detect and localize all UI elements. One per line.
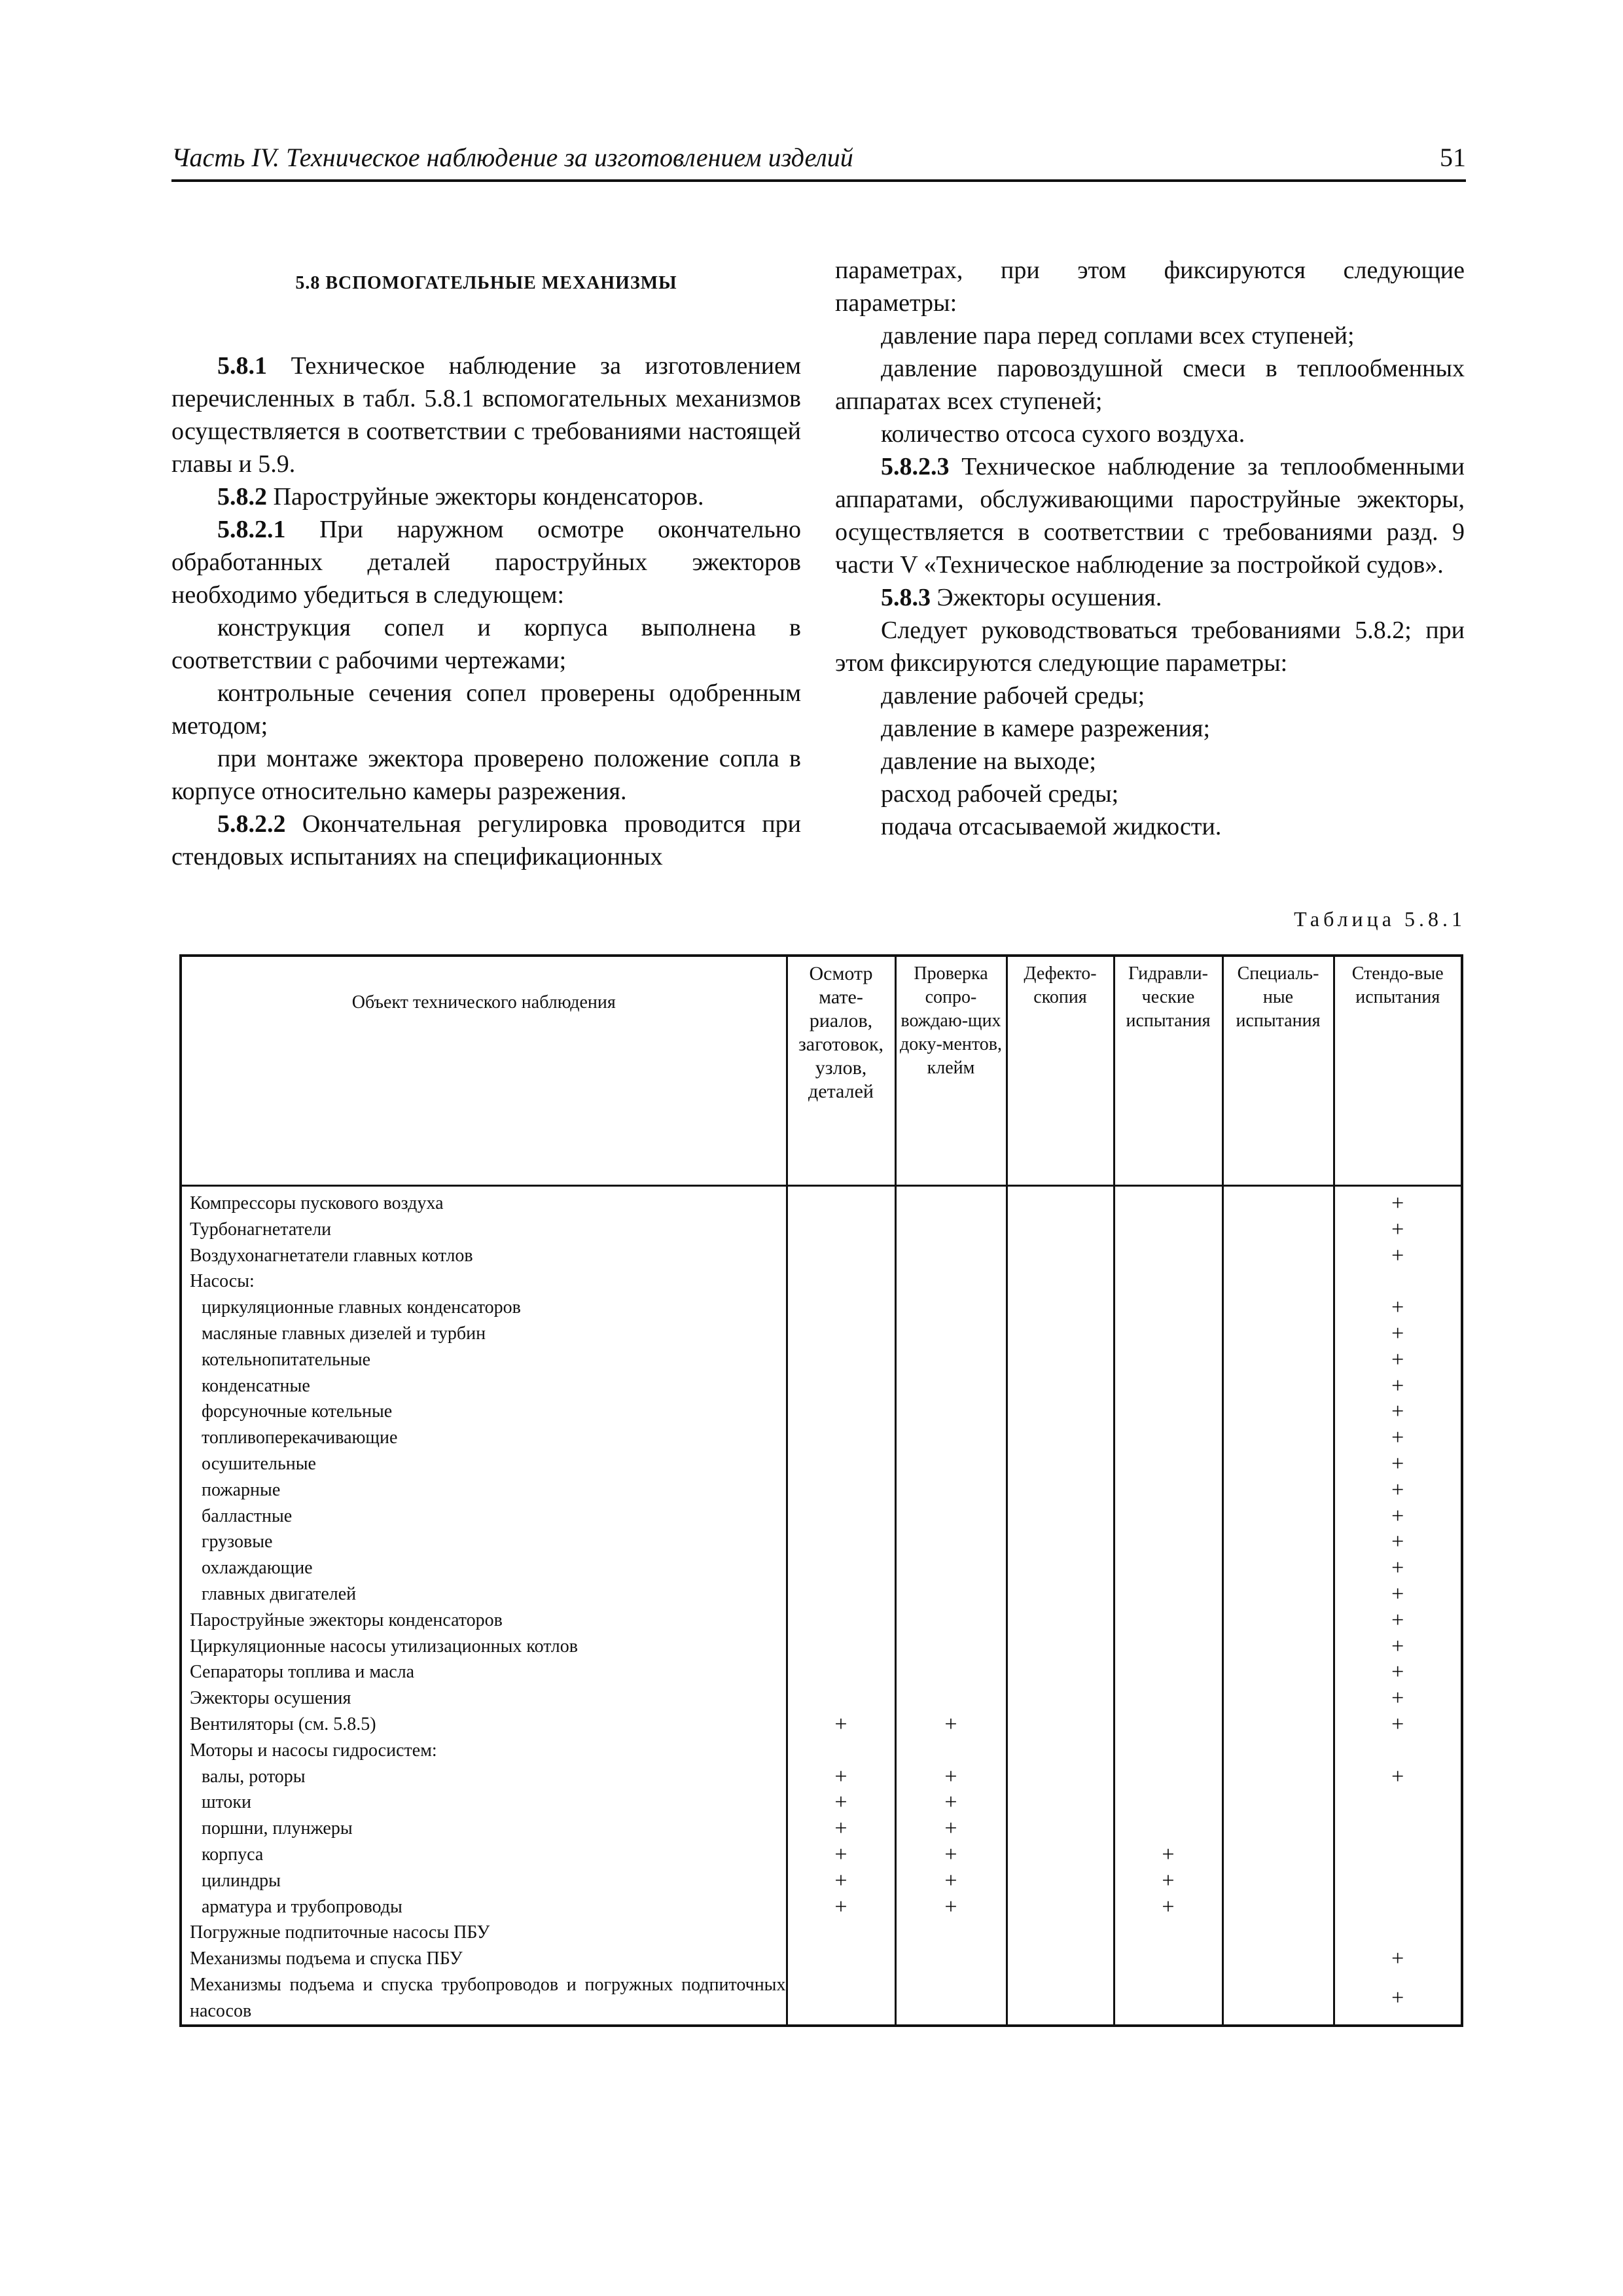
row-mark-c3 xyxy=(1007,1738,1114,1764)
row-mark-c4 xyxy=(1114,1555,1222,1581)
row-mark-c6: + xyxy=(1334,1347,1462,1373)
row-mark-c2: + xyxy=(895,1712,1007,1738)
list-item: при монтаже эжектора проверено положение сопла в корпусе относительно камеры разрежения. xyxy=(171,745,801,805)
row-mark-c4 xyxy=(1114,1399,1222,1425)
row-mark-c5 xyxy=(1222,1607,1334,1634)
row-mark-c6: + xyxy=(1334,1503,1462,1530)
paragraph-text: При наружном осмотре окончательно обработанных деталей пароструйных эжекторов необходимо убедиться в следующем: xyxy=(171,516,801,609)
row-mark-c4 xyxy=(1114,1186,1222,1217)
row-mark-c3 xyxy=(1007,1920,1114,1946)
row-mark-c3 xyxy=(1007,1243,1114,1269)
row-mark-c6 xyxy=(1334,1738,1462,1764)
page-number: 51 xyxy=(1440,143,1466,172)
row-mark-c1 xyxy=(787,1347,895,1373)
row-mark-c5 xyxy=(1222,1894,1334,1920)
row-mark-c6 xyxy=(1334,1894,1462,1920)
table-row xyxy=(181,1477,1462,1503)
row-object-name: Циркуляционные насосы утилизационных котлов xyxy=(181,1634,787,1660)
left-column xyxy=(171,254,801,873)
table-row xyxy=(181,1764,1462,1790)
table-row xyxy=(181,1503,1462,1530)
row-mark-c2: + xyxy=(895,1816,1007,1842)
row-mark-c1 xyxy=(787,1295,895,1321)
row-mark-c5 xyxy=(1222,1789,1334,1816)
paragraph-5-8-1 xyxy=(171,350,801,480)
inspection-table xyxy=(179,954,1463,2027)
row-mark-c4: + xyxy=(1114,1868,1222,1894)
row-mark-c2 xyxy=(895,1659,1007,1685)
row-mark-c2 xyxy=(895,1946,1007,1972)
row-mark-c2: + xyxy=(895,1842,1007,1868)
paragraph-5-8-2 xyxy=(171,480,801,513)
row-mark-c2 xyxy=(895,1477,1007,1503)
row-object-name: валы, роторы xyxy=(181,1764,787,1790)
row-mark-c3 xyxy=(1007,1425,1114,1451)
row-mark-c5 xyxy=(1222,1425,1334,1451)
list-item: давление рабочей среды; xyxy=(881,682,1145,709)
column-header-special: Специаль-ные испытания xyxy=(1222,956,1334,1186)
row-mark-c3 xyxy=(1007,1634,1114,1660)
row-mark-c2 xyxy=(895,1347,1007,1373)
row-mark-c6 xyxy=(1334,1789,1462,1816)
row-mark-c2 xyxy=(895,1373,1007,1399)
row-mark-c6: + xyxy=(1334,1295,1462,1321)
row-mark-c2 xyxy=(895,1425,1007,1451)
list-item: расход рабочей среды; xyxy=(881,780,1119,808)
row-object-name: форсуночные котельные xyxy=(181,1399,787,1425)
row-mark-c4 xyxy=(1114,1789,1222,1816)
row-object-name: Компрессоры пускового воздуха xyxy=(181,1186,787,1217)
paragraph-text: Пароструйные эжекторы конденсаторов. xyxy=(267,483,704,511)
row-mark-c1: + xyxy=(787,1789,895,1816)
list-item: давление в камере разрежения; xyxy=(881,715,1211,742)
row-mark-c3 xyxy=(1007,1529,1114,1555)
row-mark-c3 xyxy=(1007,1217,1114,1243)
row-mark-c4 xyxy=(1114,1764,1222,1790)
row-object-name: корпуса xyxy=(181,1842,787,1868)
running-title: Часть IV. Техническое наблюдение за изготовлением изделий xyxy=(171,143,853,172)
row-mark-c2 xyxy=(895,1607,1007,1634)
clause-number: 5.8.3 xyxy=(881,584,931,611)
row-mark-c1 xyxy=(787,1607,895,1634)
row-object-name: Пароструйные эжекторы конденсаторов xyxy=(181,1607,787,1634)
row-object-name: Сепараторы топлива и масла xyxy=(181,1659,787,1685)
row-mark-c6: + xyxy=(1334,1972,1462,2026)
row-mark-c4 xyxy=(1114,1321,1222,1347)
row-mark-c3 xyxy=(1007,1347,1114,1373)
row-object-name: Механизмы подъема и спуска ПБУ xyxy=(181,1946,787,1972)
table-row xyxy=(181,1946,1462,1972)
row-mark-c5 xyxy=(1222,1347,1334,1373)
table-caption: Таблица 5.8.1 xyxy=(1294,907,1466,931)
column-header-inspection: Осмотр мате-риалов, заготовок, узлов, деталей xyxy=(787,956,895,1186)
row-mark-c5 xyxy=(1222,1451,1334,1477)
row-mark-c4 xyxy=(1114,1712,1222,1738)
row-mark-c6 xyxy=(1334,1816,1462,1842)
row-object-name: Механизмы подъема и спуска трубопроводов и погружных подпиточных насосов xyxy=(181,1972,787,2026)
row-mark-c4 xyxy=(1114,1607,1222,1634)
row-mark-c1 xyxy=(787,1477,895,1503)
list-item: подача отсасываемой жидкости. xyxy=(881,813,1222,840)
row-mark-c5 xyxy=(1222,1816,1334,1842)
row-mark-c2 xyxy=(895,1321,1007,1347)
row-object-name: Погружные подпиточные насосы ПБУ xyxy=(181,1920,787,1946)
list-item: контрольные сечения сопел проверены одобренным методом; xyxy=(171,679,801,740)
column-header-hydraulic: Гидравли-ческие испытания xyxy=(1114,956,1222,1186)
column-header-object: Объект технического наблюдения xyxy=(181,956,787,1186)
table-row xyxy=(181,1659,1462,1685)
row-mark-c5 xyxy=(1222,1373,1334,1399)
row-mark-c5 xyxy=(1222,1217,1334,1243)
paragraph-5-8-2-3 xyxy=(835,450,1465,581)
row-mark-c5 xyxy=(1222,1321,1334,1347)
table-row xyxy=(181,1399,1462,1425)
table-row xyxy=(181,1186,1462,1217)
row-mark-c1 xyxy=(787,1451,895,1477)
row-mark-c2 xyxy=(895,1503,1007,1530)
row-mark-c2 xyxy=(895,1295,1007,1321)
row-mark-c2: + xyxy=(895,1764,1007,1790)
row-mark-c2 xyxy=(895,1738,1007,1764)
row-mark-c6 xyxy=(1334,1842,1462,1868)
row-object-name: котельнопитательные xyxy=(181,1347,787,1373)
row-mark-c4 xyxy=(1114,1738,1222,1764)
list-item: давление пара перед соплами всех ступеней; xyxy=(881,322,1355,350)
page-header xyxy=(171,145,1466,182)
row-object-name: конденсатные xyxy=(181,1373,787,1399)
row-mark-c2 xyxy=(895,1685,1007,1712)
row-mark-c3 xyxy=(1007,1659,1114,1685)
row-mark-c4 xyxy=(1114,1373,1222,1399)
row-mark-c2 xyxy=(895,1268,1007,1295)
row-mark-c1 xyxy=(787,1738,895,1764)
row-mark-c1: + xyxy=(787,1816,895,1842)
table-row xyxy=(181,1816,1462,1842)
row-mark-c3 xyxy=(1007,1842,1114,1868)
table-row xyxy=(181,1789,1462,1816)
row-mark-c5 xyxy=(1222,1399,1334,1425)
row-mark-c1: + xyxy=(787,1842,895,1868)
row-mark-c5 xyxy=(1222,1529,1334,1555)
row-mark-c4 xyxy=(1114,1685,1222,1712)
row-mark-c4 xyxy=(1114,1816,1222,1842)
row-mark-c1: + xyxy=(787,1894,895,1920)
row-mark-c3 xyxy=(1007,1186,1114,1217)
row-mark-c2 xyxy=(895,1529,1007,1555)
section-title: 5.8 ВСПОМОГАТЕЛЬНЫЕ МЕХАНИЗМЫ xyxy=(295,273,677,293)
row-mark-c2: + xyxy=(895,1868,1007,1894)
row-mark-c4 xyxy=(1114,1634,1222,1660)
row-mark-c3 xyxy=(1007,1972,1114,2026)
row-mark-c6: + xyxy=(1334,1477,1462,1503)
paragraph-text: Следует руководствоваться требованиями 5.8.2; при этом фиксируются следующие параметры: xyxy=(835,617,1465,677)
row-mark-c2 xyxy=(895,1920,1007,1946)
row-mark-c2 xyxy=(895,1186,1007,1217)
row-object-name: Насосы: xyxy=(181,1268,787,1295)
row-mark-c6: + xyxy=(1334,1555,1462,1581)
row-mark-c4 xyxy=(1114,1347,1222,1373)
row-mark-c5 xyxy=(1222,1764,1334,1790)
clause-number: 5.8.1 xyxy=(217,352,267,380)
row-mark-c3 xyxy=(1007,1789,1114,1816)
row-mark-c4 xyxy=(1114,1425,1222,1451)
row-mark-c1 xyxy=(787,1659,895,1685)
row-mark-c3 xyxy=(1007,1685,1114,1712)
table-row xyxy=(181,1425,1462,1451)
table-row xyxy=(181,1347,1462,1373)
row-mark-c3 xyxy=(1007,1764,1114,1790)
row-mark-c6: + xyxy=(1334,1425,1462,1451)
row-mark-c4 xyxy=(1114,1503,1222,1530)
row-mark-c6: + xyxy=(1334,1451,1462,1477)
row-object-name: охлаждающие xyxy=(181,1555,787,1581)
row-mark-c1 xyxy=(787,1399,895,1425)
row-mark-c5 xyxy=(1222,1920,1334,1946)
row-object-name: осушительные xyxy=(181,1451,787,1477)
row-mark-c6 xyxy=(1334,1920,1462,1946)
row-mark-c3 xyxy=(1007,1894,1114,1920)
row-mark-c4 xyxy=(1114,1946,1222,1972)
row-mark-c1 xyxy=(787,1268,895,1295)
table-row xyxy=(181,1894,1462,1920)
row-mark-c6: + xyxy=(1334,1685,1462,1712)
paragraph-5-8-3 xyxy=(835,581,1465,614)
row-mark-c1 xyxy=(787,1555,895,1581)
row-mark-c4: + xyxy=(1114,1842,1222,1868)
paragraph-5-8-2-1 xyxy=(171,513,801,611)
row-mark-c1 xyxy=(787,1972,895,2026)
row-mark-c6: + xyxy=(1334,1321,1462,1347)
table-row xyxy=(181,1634,1462,1660)
row-object-name: арматура и трубопроводы xyxy=(181,1894,787,1920)
row-object-name: пожарные xyxy=(181,1477,787,1503)
row-mark-c2 xyxy=(895,1634,1007,1660)
row-mark-c6 xyxy=(1334,1868,1462,1894)
row-mark-c3 xyxy=(1007,1868,1114,1894)
row-mark-c5 xyxy=(1222,1946,1334,1972)
row-mark-c2: + xyxy=(895,1894,1007,1920)
table-row xyxy=(181,1268,1462,1295)
row-mark-c2 xyxy=(895,1217,1007,1243)
row-mark-c1: + xyxy=(787,1764,895,1790)
row-mark-c3 xyxy=(1007,1816,1114,1842)
row-mark-c3 xyxy=(1007,1712,1114,1738)
row-mark-c4 xyxy=(1114,1217,1222,1243)
row-mark-c6: + xyxy=(1334,1186,1462,1217)
row-mark-c6: + xyxy=(1334,1217,1462,1243)
row-mark-c5 xyxy=(1222,1659,1334,1685)
row-mark-c2 xyxy=(895,1399,1007,1425)
paragraph-text: Окончательная регулировка проводится при стендовых испытаниях на спецификационных xyxy=(171,810,801,870)
row-mark-c2 xyxy=(895,1581,1007,1607)
row-mark-c2 xyxy=(895,1555,1007,1581)
row-mark-c1 xyxy=(787,1425,895,1451)
paragraph-text: Техническое наблюдение за изготовлением перечисленных в табл. 5.8.1 вспомогательных механизмов осуществляется в соответствии с требованиями настоящей главы и 5.9. xyxy=(171,352,801,478)
row-mark-c5 xyxy=(1222,1581,1334,1607)
row-mark-c3 xyxy=(1007,1581,1114,1607)
row-mark-c1 xyxy=(787,1243,895,1269)
table-row xyxy=(181,1529,1462,1555)
list-item: количество отсоса сухого воздуха. xyxy=(881,420,1245,448)
row-mark-c6: + xyxy=(1334,1764,1462,1790)
table-row xyxy=(181,1373,1462,1399)
table-row xyxy=(181,1451,1462,1477)
table-row xyxy=(181,1842,1462,1868)
row-object-name: Турбонагнетатели xyxy=(181,1217,787,1243)
row-mark-c4 xyxy=(1114,1268,1222,1295)
row-mark-c5 xyxy=(1222,1712,1334,1738)
row-mark-c3 xyxy=(1007,1555,1114,1581)
row-mark-c3 xyxy=(1007,1295,1114,1321)
row-mark-c2 xyxy=(895,1451,1007,1477)
paragraph-text: Эжекторы осушения. xyxy=(931,584,1162,611)
row-mark-c3 xyxy=(1007,1268,1114,1295)
clause-number: 5.8.2.2 xyxy=(217,810,286,838)
row-mark-c4 xyxy=(1114,1529,1222,1555)
row-mark-c1: + xyxy=(787,1868,895,1894)
row-mark-c6: + xyxy=(1334,1581,1462,1607)
row-object-name: Эжекторы осушения xyxy=(181,1685,787,1712)
row-mark-c3 xyxy=(1007,1477,1114,1503)
row-object-name: цилиндры xyxy=(181,1868,787,1894)
row-mark-c6: + xyxy=(1334,1243,1462,1269)
clause-number: 5.8.2 xyxy=(217,483,267,511)
row-mark-c5 xyxy=(1222,1477,1334,1503)
table-row xyxy=(181,1581,1462,1607)
row-object-name: Моторы и насосы гидросистем: xyxy=(181,1738,787,1764)
row-mark-c1 xyxy=(787,1217,895,1243)
row-mark-c5 xyxy=(1222,1842,1334,1868)
row-mark-c2 xyxy=(895,1972,1007,2026)
paragraph-continued: параметрах, при этом фиксируются следующие параметры: xyxy=(835,257,1465,317)
row-mark-c6 xyxy=(1334,1268,1462,1295)
table-row xyxy=(181,1868,1462,1894)
row-mark-c2 xyxy=(895,1243,1007,1269)
row-mark-c3 xyxy=(1007,1451,1114,1477)
row-mark-c5 xyxy=(1222,1868,1334,1894)
row-mark-c3 xyxy=(1007,1399,1114,1425)
row-mark-c5 xyxy=(1222,1685,1334,1712)
row-mark-c5 xyxy=(1222,1295,1334,1321)
table-row xyxy=(181,1295,1462,1321)
row-mark-c1 xyxy=(787,1373,895,1399)
row-mark-c6: + xyxy=(1334,1659,1462,1685)
table-row xyxy=(181,1555,1462,1581)
row-object-name: грузовые xyxy=(181,1529,787,1555)
row-mark-c4 xyxy=(1114,1920,1222,1946)
row-object-name: поршни, плунжеры xyxy=(181,1816,787,1842)
row-mark-c5 xyxy=(1222,1634,1334,1660)
right-column xyxy=(835,254,1465,843)
paragraph-text: Техническое наблюдение за теплообменными аппаратами, обслуживающими пароструйные эжекторы, осуществляется в соответствии с требованиями разд. 9 части V «Техническое наблюдение за постройкой судов». xyxy=(835,453,1465,579)
table-row xyxy=(181,1685,1462,1712)
column-header-documents: Проверка сопро-вождаю-щих доку-ментов, клейм xyxy=(895,956,1007,1186)
table-row xyxy=(181,1321,1462,1347)
row-mark-c1 xyxy=(787,1529,895,1555)
row-mark-c3 xyxy=(1007,1321,1114,1347)
row-object-name: масляные главных дизелей и турбин xyxy=(181,1321,787,1347)
row-mark-c4 xyxy=(1114,1243,1222,1269)
row-mark-c5 xyxy=(1222,1186,1334,1217)
row-mark-c6: + xyxy=(1334,1946,1462,1972)
table-row xyxy=(181,1243,1462,1269)
row-mark-c4 xyxy=(1114,1972,1222,2026)
row-mark-c6: + xyxy=(1334,1373,1462,1399)
row-mark-c1 xyxy=(787,1581,895,1607)
column-header-flaw-detection: Дефекто-скопия xyxy=(1007,956,1114,1186)
row-mark-c5 xyxy=(1222,1503,1334,1530)
column-header-bench: Стендо-вые испытания xyxy=(1334,956,1462,1186)
table-row xyxy=(181,1217,1462,1243)
row-mark-c6: + xyxy=(1334,1399,1462,1425)
row-mark-c5 xyxy=(1222,1972,1334,2026)
list-item: давление паровоздушной смеси в теплообменных аппаратах всех ступеней; xyxy=(835,355,1465,415)
row-mark-c1 xyxy=(787,1321,895,1347)
list-item: давление на выходе; xyxy=(881,747,1096,775)
list-item: конструкция сопел и корпуса выполнена в соответствии с рабочими чертежами; xyxy=(171,614,801,674)
clause-number: 5.8.2.3 xyxy=(881,453,950,480)
row-object-name: циркуляционные главных конденсаторов xyxy=(181,1295,787,1321)
row-object-name: Воздухонагнетатели главных котлов xyxy=(181,1243,787,1269)
row-mark-c2: + xyxy=(895,1789,1007,1816)
row-object-name: балластные xyxy=(181,1503,787,1530)
row-mark-c4 xyxy=(1114,1477,1222,1503)
row-mark-c1: + xyxy=(787,1712,895,1738)
row-mark-c4: + xyxy=(1114,1894,1222,1920)
clause-number: 5.8.2.1 xyxy=(217,516,286,543)
table-row xyxy=(181,1607,1462,1634)
row-mark-c6: + xyxy=(1334,1529,1462,1555)
table-header-row xyxy=(181,956,1462,1186)
row-object-name: штоки xyxy=(181,1789,787,1816)
row-mark-c6: + xyxy=(1334,1634,1462,1660)
row-mark-c1 xyxy=(787,1634,895,1660)
row-object-name: главных двигателей xyxy=(181,1581,787,1607)
table-body xyxy=(181,1186,1462,2026)
row-mark-c3 xyxy=(1007,1607,1114,1634)
row-mark-c5 xyxy=(1222,1738,1334,1764)
row-mark-c4 xyxy=(1114,1581,1222,1607)
row-mark-c1 xyxy=(787,1503,895,1530)
table-row xyxy=(181,1972,1462,2026)
row-mark-c1 xyxy=(787,1186,895,1217)
table-row xyxy=(181,1712,1462,1738)
row-mark-c3 xyxy=(1007,1373,1114,1399)
table-row xyxy=(181,1738,1462,1764)
row-mark-c5 xyxy=(1222,1268,1334,1295)
row-mark-c5 xyxy=(1222,1555,1334,1581)
row-mark-c6: + xyxy=(1334,1607,1462,1634)
row-mark-c3 xyxy=(1007,1946,1114,1972)
row-object-name: топливоперекачивающие xyxy=(181,1425,787,1451)
row-mark-c1 xyxy=(787,1946,895,1972)
row-mark-c4 xyxy=(1114,1451,1222,1477)
row-mark-c6: + xyxy=(1334,1712,1462,1738)
row-mark-c5 xyxy=(1222,1243,1334,1269)
paragraph-5-8-2-2 xyxy=(171,808,801,873)
row-mark-c1 xyxy=(787,1685,895,1712)
row-mark-c1 xyxy=(787,1920,895,1946)
row-object-name: Вентиляторы (см. 5.8.5) xyxy=(181,1712,787,1738)
row-mark-c4 xyxy=(1114,1659,1222,1685)
table-row xyxy=(181,1920,1462,1946)
row-mark-c3 xyxy=(1007,1503,1114,1530)
row-mark-c4 xyxy=(1114,1295,1222,1321)
